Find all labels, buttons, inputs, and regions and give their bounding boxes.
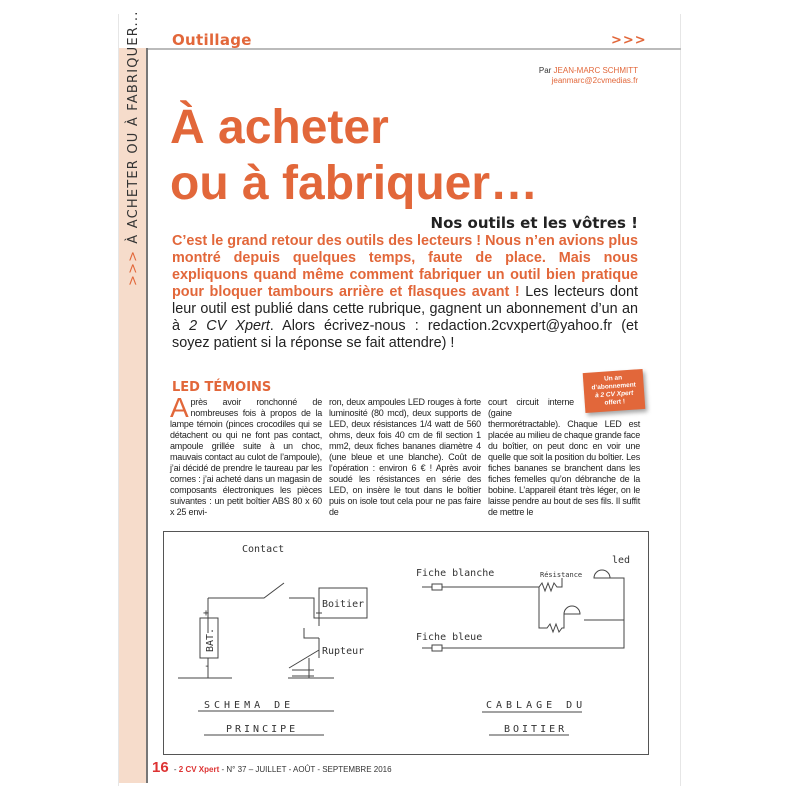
wiring-diagram xyxy=(163,531,649,755)
author-email[interactable]: jeanmarc@2cvmedias.fr xyxy=(551,76,638,85)
strip-label: À ACHETER OU À FABRIQUER... xyxy=(126,10,141,244)
contact-wire xyxy=(208,583,322,633)
rupteur-wire xyxy=(178,628,334,678)
intro-text: Les lecteurs dont leur outil est publié dans cette rubrique, gagnent un abonnement d’un an à xyxy=(172,284,639,334)
body-column-3 xyxy=(488,397,640,518)
author-name: JEAN-MARC SCHMITT xyxy=(553,66,638,75)
subtitle: Nos outils et les vôtres ! xyxy=(430,214,638,232)
footer-sep: - xyxy=(171,765,179,774)
section-title: Outillage xyxy=(172,31,252,49)
label-bat: BAT. xyxy=(205,627,216,652)
label-resistance: Résistance xyxy=(540,571,583,579)
label-minus: - xyxy=(204,661,211,672)
label-boitier: Boitier xyxy=(322,599,365,610)
column-1-text: près avoir ronchonné de nombreuses fois à propos de la lampe témoin (pinces crocodiles qui se détachent ou qui ne font pas contact, ampoule grillée suite à un choc, mauvais contact au culot de l’ampoule), j’ai décidé de prendre le taureau par les cornes : j’ai acheté dans un magasin de composants électroniques les pièces suivantes : un petit boîtier ABS 80 x 60 x 25 envi- xyxy=(170,397,322,517)
body-column-1 xyxy=(170,392,322,518)
title-line-2: ou à fabriquer… xyxy=(170,157,539,210)
label-boitier-caption: BOITIER xyxy=(504,724,568,735)
page-footer xyxy=(152,759,392,776)
body-column-2: ron, deux ampoules LED rouges à forte luminosité (80 mcd), deux supports de LED, deux résistances 1/4 watt de 560 ohms, deux fois 40 cm de fil section 1 mm2, deux fiches bananes diamètre 4 (une bleue et une blanche). Coût de l’opération : environ 6 € ! Après avoir soudé les résistances en série des LED, on insère le tout dans le boîtier puis on isole tout cela pour ne pas faire de xyxy=(329,397,481,517)
strip-arrows: >>> xyxy=(126,249,141,286)
badge-line: d’abonnement xyxy=(591,381,637,392)
author-prefix: Par xyxy=(538,66,552,75)
title-line-1: À acheter xyxy=(170,101,389,154)
page-number: 16 xyxy=(152,759,169,776)
issue-info: - N° 37 – JUILLET - AOÛT - SEPTEMBRE 2016 xyxy=(219,765,392,774)
label-principe: PRINCIPE xyxy=(226,724,299,735)
magazine-name: 2 CV Xpert xyxy=(178,765,220,774)
label-led: led xyxy=(612,555,631,566)
label-rupteur: Rupteur xyxy=(322,646,365,657)
badge-line: Un an xyxy=(603,374,623,383)
intro-magazine: 2 CV Xpert xyxy=(189,318,270,334)
label-schema: SCHEMA DE xyxy=(204,700,295,711)
label-cablage: CABLAGE DU xyxy=(486,700,587,711)
intro-text-2: . Alors écrivez-nous : redaction.2cvxpert@yahoo.fr (et soyez patient si la réponse se fait attendre) ! xyxy=(172,318,638,351)
column-3-text: court circuit interne (gaine thermorétractable). Chaque LED est placée au milieu de chaque grande face du boîtier, on peut donc en voir une quelle que soit la position du boîtier. Les fiches bananes se branchent dans les fiches femelles qu’on débranche de la bobine. L’appareil étant très léger, on le laisse pendre au bout de ses fils. Il suffit de mettre le xyxy=(488,397,641,517)
label-plus: + xyxy=(203,608,210,619)
badge-line: à 2 CV Xpert xyxy=(594,389,634,400)
side-strip-text xyxy=(126,10,141,286)
drop-cap: A xyxy=(170,392,189,423)
label-contact: Contact xyxy=(242,544,285,555)
label-fiche-blanche: Fiche blanche xyxy=(416,568,495,579)
intro-lead: C’est le grand retour des outils des lecteurs ! Nous n’en avions plus montré depuis quelques temps, faute de place. Mais nous expliquons quand même comment fabriquer un outil bien pratique pour bloquer tambours arrière et flasques avant ! xyxy=(172,233,638,300)
label-fiche-bleue: Fiche bleue xyxy=(416,632,483,643)
section-chevrons: >>> xyxy=(611,33,647,48)
byline xyxy=(539,66,638,86)
article-heading: LED TÉMOINS xyxy=(172,380,272,395)
article-title xyxy=(170,100,538,212)
subscription-badge xyxy=(583,369,646,413)
intro-paragraph xyxy=(172,233,638,352)
badge-line: offert ! xyxy=(604,398,626,407)
